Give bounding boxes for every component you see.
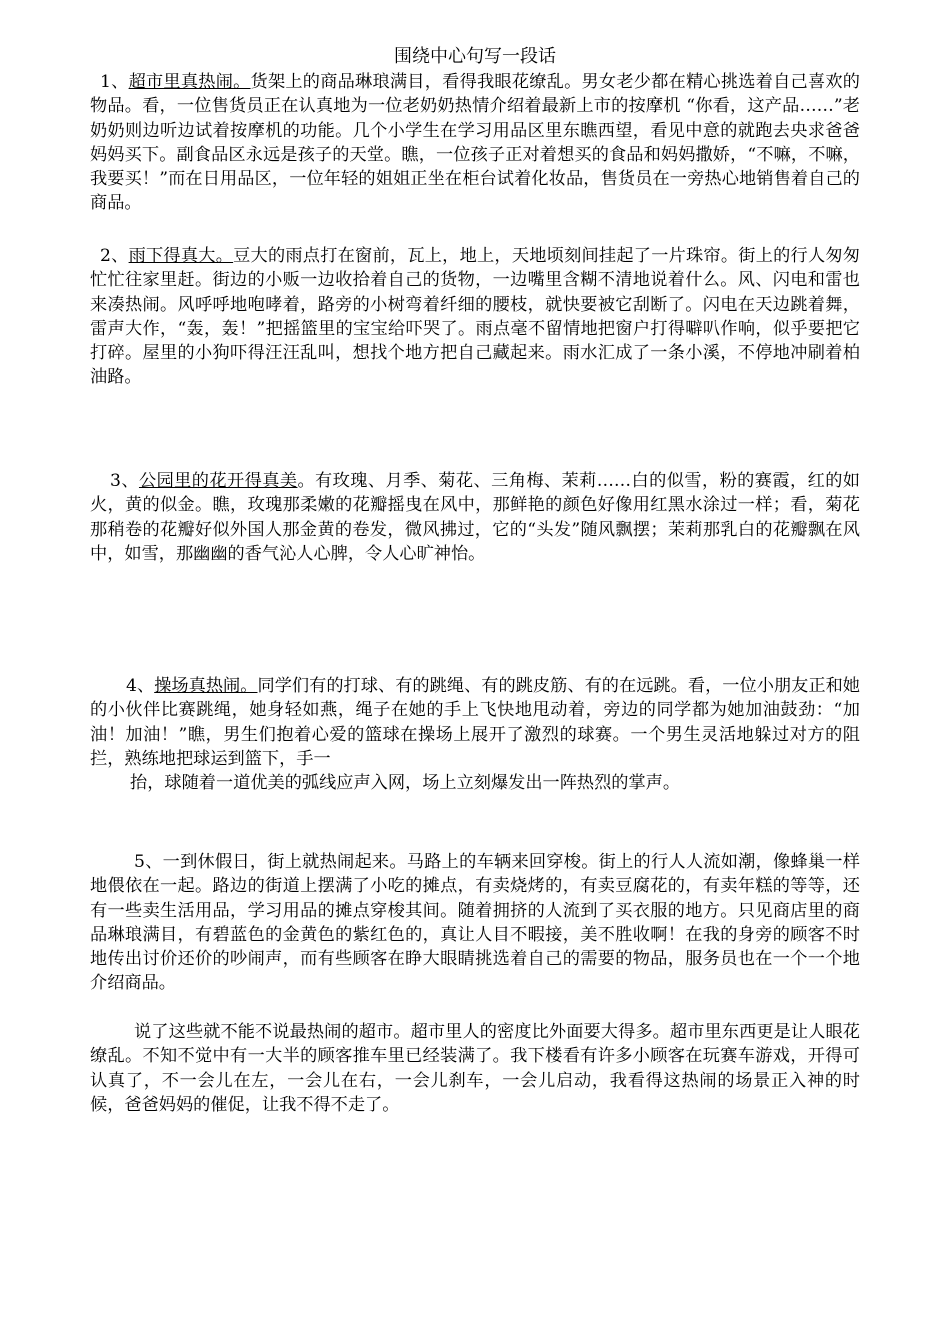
- topic-sentence: 操场真热闹。: [154, 676, 258, 696]
- paragraph-number: 4、: [126, 676, 155, 696]
- paragraph-body: 货架上的商品琳琅满目，看得我眼花缭乱。男女老少都在精心挑选着自己喜欢的物品。看，一位售货员正在认真地为一位老奶奶热情介绍着最新上市的按摩机 “你看，这产品……”老奶奶则边听边试着按摩机的功能。几个小学生在学习用品区里东瞧西望，看见中意的就跑去央求爸爸妈妈买下。副食品区永远是孩子的天堂。瞧，一位孩子正对着想买的食品和妈妈撒娇，“不嘛，不嘛，我要买！”而在日用品区，一位年轻的姐姐正坐在柜台试着化妆品，售货员在一旁热心地销售着自己的商品。: [90, 72, 860, 214]
- paragraph-number: 2、: [100, 246, 129, 266]
- paragraph-number: 5、: [134, 852, 163, 872]
- paragraph-6: [90, 1020, 860, 1117]
- paragraph-2: [90, 244, 860, 390]
- topic-sentence: 超市里真热闹。: [128, 72, 251, 92]
- paragraph-body: 豆大的雨点打在窗前，瓦上，地上，天地顷刻间挂起了一片珠帘。街上的行人匆匆忙忙往家里赶。街边的小贩一边收拾着自己的货物，一边嘴里含糊不清地说着什么。风、闪电和雷也来凑热闹。风呼呼地咆哮着，路旁的小树弯着纤细的腰枝，就快要被它刮断了。闪电在天边跳着舞，雷声大作，“轰，轰！”把摇篮里的宝宝给吓哭了。雨点毫不留情地把窗户打得噼叭作响，似乎要把它打碎。屋里的小狗吓得汪汪乱叫，想找个地方把自己藏起来。雨水汇成了一条小溪，不停地冲刷着柏油路。: [90, 246, 860, 388]
- paragraph-5: [90, 850, 860, 996]
- paragraph-4: [90, 674, 860, 795]
- paragraph-number: 1、: [100, 72, 129, 92]
- paragraph-body: 说了这些就不能不说最热闹的超市。超市里人的密度比外面要大得多。超市里东西更是让人眼花缭乱。不知不觉中有一大半的顾客推车里已经装满了。我下楼看有许多小顾客在玩赛车游戏，开得可认真了，不一会儿在左，一会儿在右，一会儿刹车，一会儿启动，我看得这热闹的场景正入神的时候，爸爸妈妈的催促，让我不得不走了。: [90, 1022, 860, 1115]
- paragraph-body: 。有玫瑰、月季、菊花、三角梅、茉莉……白的似雪，粉的赛霞，红的如火，黄的似金。瞧，玫瑰那柔嫩的花瓣摇曳在风中，那鲜艳的颜色好像用红黑水涂过一样；看，菊花那稍卷的花瓣好似外国人那金黄的卷发，微风拂过，它的“头发”随风飘摆；茉莉那乳白的花瓣飘在风中，如雪，那幽幽的香气沁人心脾，令人心旷神怡。: [90, 471, 860, 564]
- document-title: 围绕中心句写一段话: [394, 46, 556, 67]
- paragraph-body: 一到休假日，街上就热闹起来。马路上的车辆来回穿梭。街上的行人人流如潮，像蜂巢一样地偎依在一起。路边的街道上摆满了小吃的摊点，有卖烧烤的，有卖豆腐花的，有卖年糕的等等，还有一些卖生活用品，学习用品的摊点穿梭其间。随着拥挤的人流到了买衣服的地方。只见商店里的商品琳琅满目，有碧蓝色的金黄色的紫红色的，真让人目不暇接，美不胜收啊！在我的身旁的顾客不时地传出讨价还价的吵闹声，而有些顾客在睁大眼睛挑选着自己的需要的物品，服务员也在一个一个地介绍商品。: [90, 852, 860, 994]
- topic-sentence: 公园里的花开得真美: [138, 471, 298, 491]
- paragraph-3: [90, 469, 860, 566]
- topic-sentence: 雨下得真大。: [128, 246, 234, 266]
- paragraph-body: 同学们有的打球、有的跳绳、有的跳皮筋、有的在远跳。看，一位小朋友正和她的小伙伴比赛跳绳，她身轻如燕，绳子在她的手上飞快地甩动着，旁边的同学都为她加油鼓劲：“加油！加油！”瞧，男生们抱着心爱的篮球在操场上展开了激烈的球赛。一个男生灵活地躲过对方的阻拦，熟练地把球运到篮下，手一: [90, 676, 860, 769]
- paragraph-body-tail: 抬，球随着一道优美的弧线应声入网，场上立刻爆发出一阵热烈的掌声。: [130, 773, 681, 794]
- paragraph-number: 3、: [110, 471, 139, 491]
- paragraph-1: [90, 70, 860, 216]
